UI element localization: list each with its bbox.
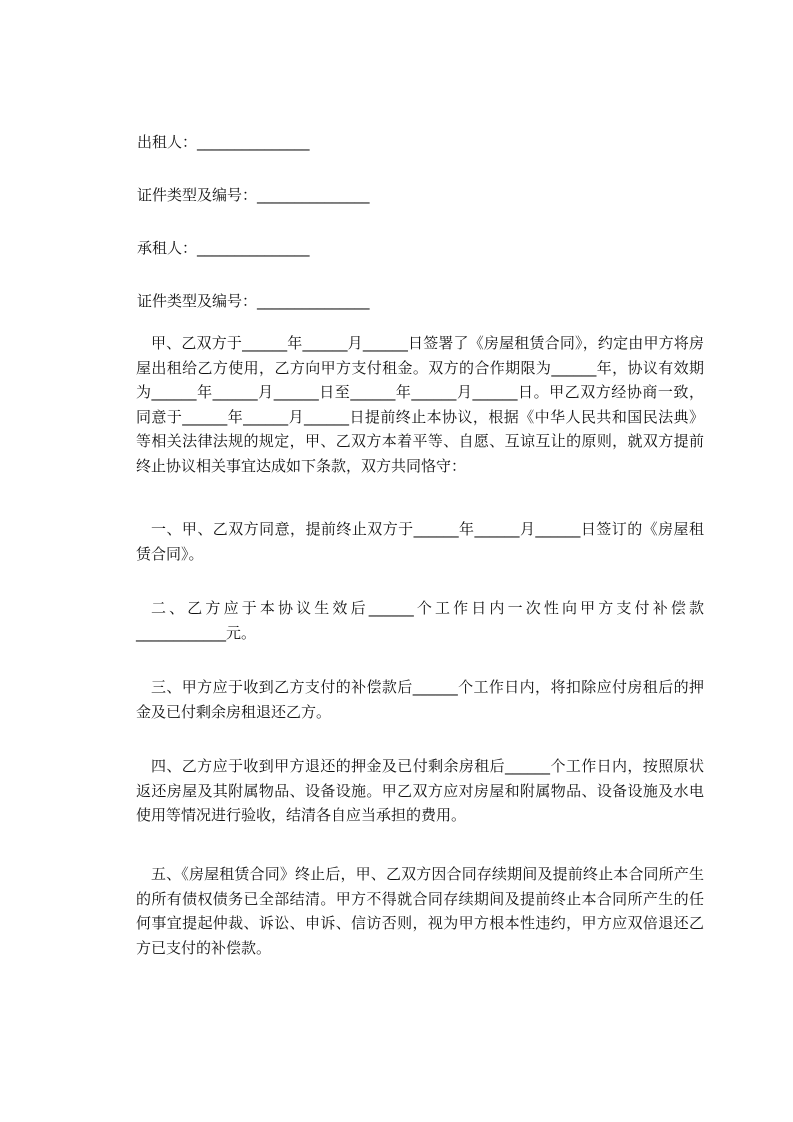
clause-5-paragraph: 五、《房屋租赁合同》终止后，甲、乙双方因合同存续期间及提前终止本合同所产生的所有债权债务已全部结清。甲方不得就合同存续期间及提前终止本合同所产生的任何事宜提起仲裁、诉讼、申诉、信访否则，视为甲方根本性违约，甲方应双倍退还乙方已支付的补偿款。 xyxy=(136,865,704,957)
lessee-id-field xyxy=(137,292,370,310)
lessee-field xyxy=(137,239,310,257)
lessor-id-label: 证件类型及编号： xyxy=(137,186,258,204)
clause-3-paragraph: 三、甲方应于收到乙方支付的补偿款后______个工作日内，将扣除应付房租后的押金及已付剩余房租退还乙方。 xyxy=(136,678,704,721)
lessee-id-label: 证件类型及编号： xyxy=(137,292,258,310)
lessor-id-field xyxy=(137,186,370,204)
preamble-paragraph: 甲、乙双方于______年______月______日签署了《房屋租赁合同》，约定由甲方将房屋出租给乙方使用，乙方向甲方支付租金。双方的合作期限为______年，协议有效期为______年______月______日至______年______月______日。甲乙双方经协商一致，同意于______年______月______日提前终止本协议，根据《中华人民共和国民法典》等相关法律法规的规定，甲、乙双方本着平等、自愿、互谅互让的原则，就双方提前终止协议相关事宜达成如下条款，双方共同恪守： xyxy=(136,334,704,475)
clause-4-paragraph: 四、乙方应于收到甲方退还的押金及已付剩余房租后______个工作日内，按照原状返还房屋及其附属物品、设备设施。甲乙双方应对房屋和附属物品、设备设施及水电使用等情况进行验收，结清各自应当承担的费用。 xyxy=(136,757,704,824)
clause-1-paragraph: 一、甲、乙双方同意，提前终止双方于______年______月______日签订的《房屋租赁合同》。 xyxy=(136,520,704,563)
lessee-blank: _______________ xyxy=(197,239,310,257)
lessor-label: 出租人： xyxy=(137,133,198,151)
clause-2-paragraph: 二、乙方应于本协议生效后______个工作日内一次性向甲方支付补偿款____________元。 xyxy=(136,599,704,642)
lessee-label: 承租人： xyxy=(137,239,198,257)
lessor-field xyxy=(137,133,310,151)
lessor-blank: _______________ xyxy=(197,133,310,151)
lessee-id-blank: _______________ xyxy=(257,292,370,310)
lessor-id-blank: _______________ xyxy=(257,186,370,204)
